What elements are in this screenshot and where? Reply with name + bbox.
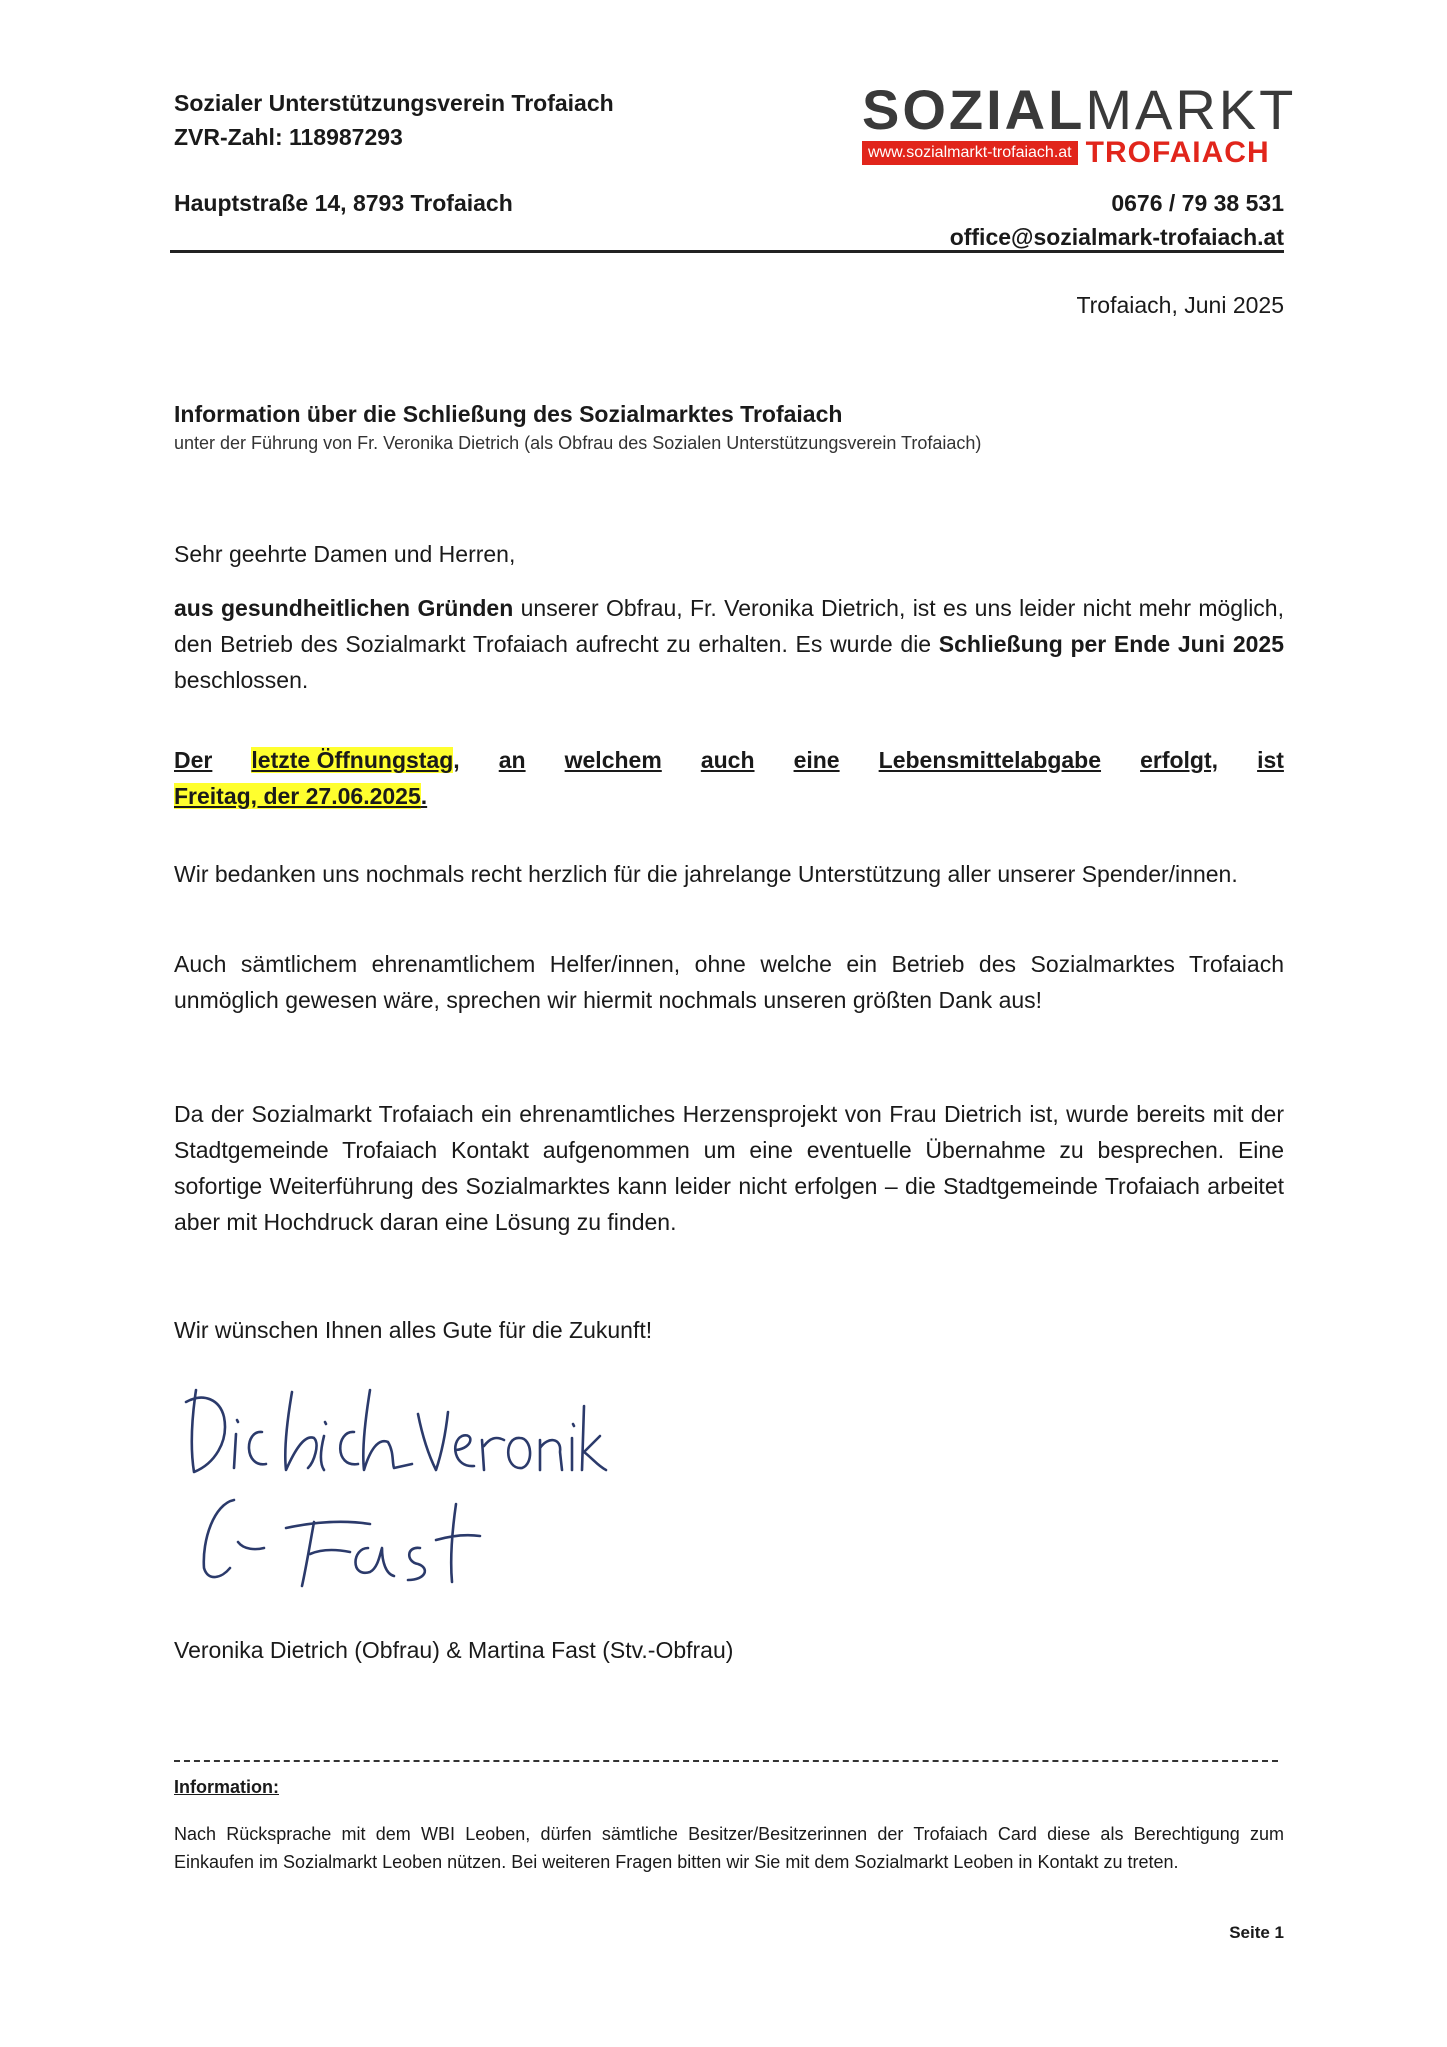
last-day-word: ist: [1257, 747, 1284, 773]
logo-city: TROFAIACH: [1085, 136, 1270, 169]
info-text: Nach Rücksprache mit dem WBI Leoben, dürfen sämtliche Besitzer/Besitzerinnen der Trofaiach Card diese als Berechtigung zum Einkaufen im Sozialmarkt Leoben nützen. Bei weiteren Fragen bitten wir Sie mit dem Sozialmarkt Leoben in Kontakt zu treten.: [174, 1824, 1284, 1872]
signers-names: Veronika Dietrich (Obfrau) & Martina Fast (Stv.-Obfrau): [174, 1637, 734, 1663]
org-block: [174, 86, 614, 154]
subject-block: [174, 398, 1284, 456]
subject-subtitle: unter der Führung von Fr. Veronika Dietrich (als Obfrau des Sozialen Unterstützungsverein Trofaiach): [174, 433, 982, 453]
zvr-number: ZVR-Zahl: 118987293: [174, 124, 403, 150]
logo-url: www.sozialmarkt-trofaiach.at: [862, 141, 1078, 165]
paragraph-closure-text-1: unserer Obfrau, Fr. Veronika Dietrich, ist es uns leider nicht mehr möglich, den Betrieb des Sozialmarkt Trofaiach aufrecht zu erhalten. Es wurde die: [174, 595, 1284, 657]
sozialmarkt-logo: [862, 78, 1297, 169]
salutation: Sehr geehrte Damen und Herren,: [174, 541, 516, 567]
logo-subline: [862, 138, 1284, 168]
info-heading: Information:: [174, 1777, 279, 1797]
last-day-word: Lebensmittelabgabe: [878, 747, 1102, 773]
last-day-date: Freitag, der 27.06.2025: [174, 783, 421, 809]
last-day-period: .: [420, 783, 428, 809]
logo-word-light: MARKT: [1085, 78, 1297, 141]
closing-line: Wir wünschen Ihnen alles Gute für die Zukunft!: [174, 1317, 653, 1343]
phone-number: 0676 / 79 38 531: [1111, 190, 1284, 216]
email-address: office@sozialmark-trofaiach.at: [949, 224, 1284, 250]
last-day-highlight-group: [251, 742, 459, 778]
paragraph-thanks-helpers: Auch sämtlichem ehrenamtlichem Helfer/innen, ohne welche ein Betrieb des Sozialmarktes Trofaiach unmöglich gewesen wäre, sprechen wir hiermit nochmals unseren größten Dank aus!: [174, 951, 1284, 1013]
letter-date: Trofaiach, Juni 2025: [1076, 292, 1284, 318]
last-day-word: auch: [700, 747, 755, 773]
logo-word-bold: SOZIAL: [862, 78, 1086, 141]
paragraph-future: Da der Sozialmarkt Trofaiach ein ehrenamtliches Herzensprojekt von Frau Dietrich ist, wurde bereits mit der Stadtgemeinde Trofaiach Kontakt aufgenommen um eine eventuelle Übernahme zu besprechen. Eine sofortige Weiterführung des Sozialmarktes kann leider nicht erfolgen – die Stadtgemeinde Trofaiach arbeitet aber mit Hochdruck daran eine Lösung zu finden.: [174, 1101, 1284, 1235]
last-day-word: welchem: [564, 747, 662, 773]
last-day-line-1: [174, 742, 1284, 778]
subject-title: Information über die Schließung des Sozialmarktes Trofaiach: [174, 401, 843, 427]
closure-date: Schließung per Ende Juni 2025: [938, 631, 1284, 657]
last-day-word: Der: [174, 747, 213, 773]
signature-drawing: [174, 1372, 614, 1602]
last-day-line-2: [174, 778, 1284, 814]
last-day-word: ,: [453, 747, 460, 773]
page-number: Seite 1: [1229, 1923, 1284, 1942]
last-opening-day: [174, 742, 1284, 814]
handwritten-signature: [174, 1372, 614, 1602]
info-section: [174, 1772, 1284, 1876]
dashed-separator: [174, 1760, 1278, 1762]
contact-block: [950, 186, 1284, 254]
logo-wordmark: [862, 78, 1297, 141]
paragraph-closure-text-2: beschlossen.: [174, 667, 309, 693]
paragraph-thanks-donors: Wir bedanken uns nochmals recht herzlich für die jahrelange Unterstützung aller unserer Spender/innen.: [174, 861, 1238, 887]
paragraph-closure: [174, 590, 1284, 698]
last-day-word: erfolgt,: [1140, 747, 1219, 773]
last-day-highlight: letzte Öffnungstag: [251, 747, 454, 773]
org-name: Sozialer Unterstützungsverein Trofaiach: [174, 90, 614, 116]
last-day-word: eine: [793, 747, 840, 773]
last-day-word: an: [498, 747, 526, 773]
health-reasons: aus gesundheitlichen Gründen: [174, 595, 514, 621]
header-divider: [170, 250, 1284, 253]
address: Hauptstraße 14, 8793 Trofaiach: [174, 190, 513, 216]
